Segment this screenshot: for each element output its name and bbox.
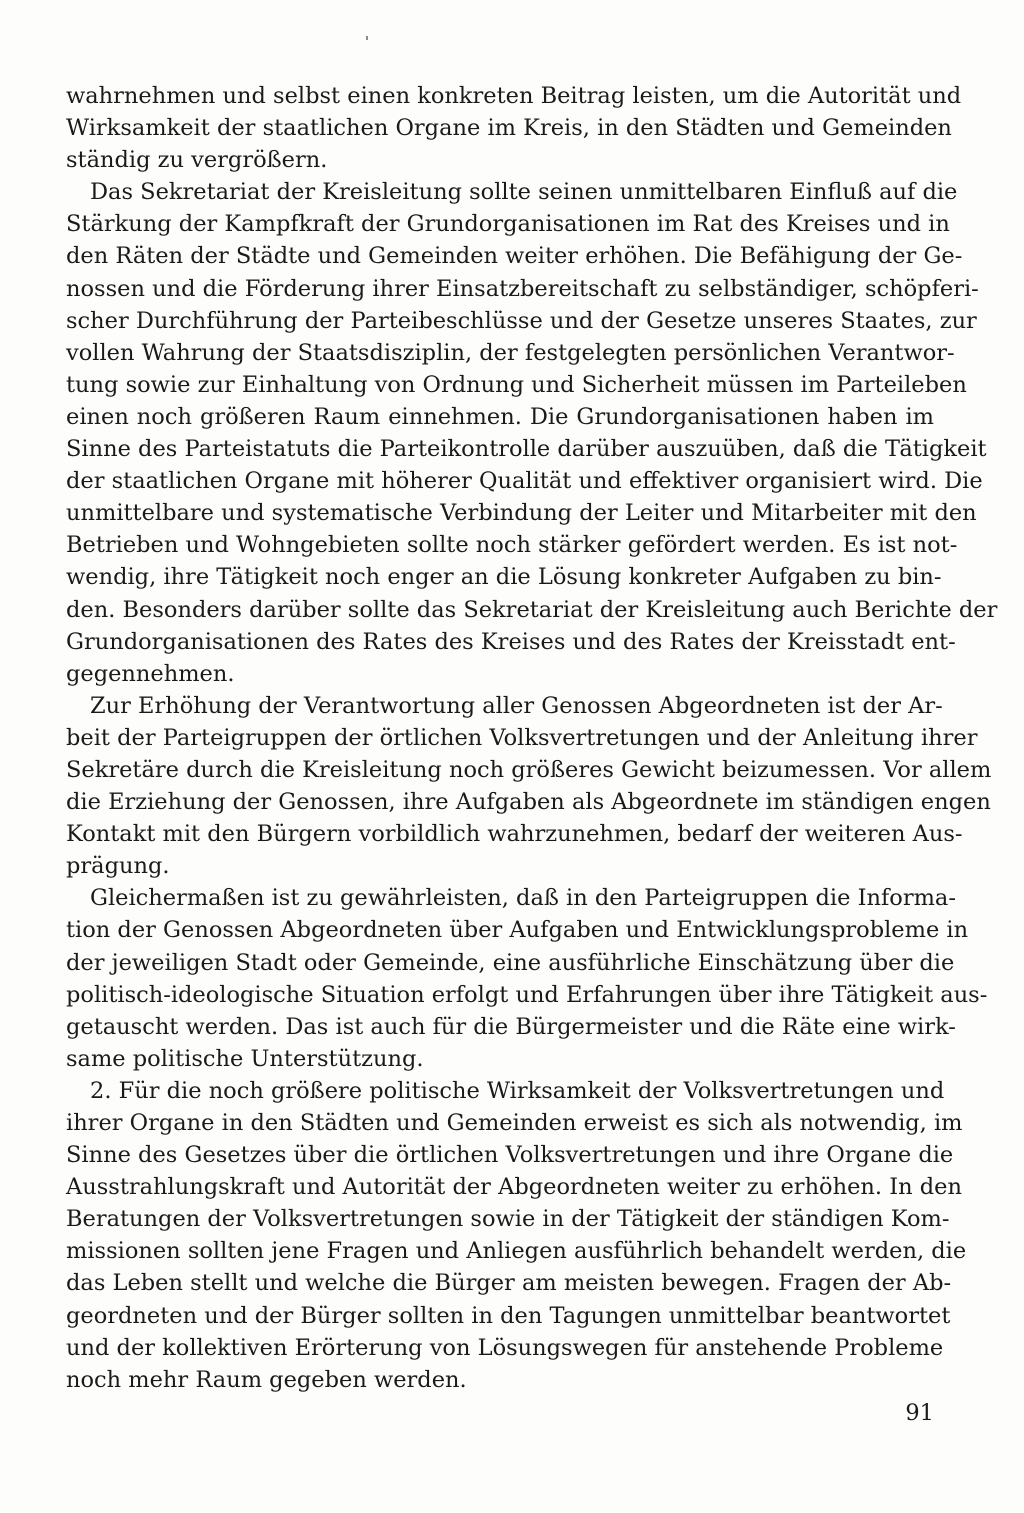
text-line: Kontakt mit den Bürgern vorbildlich wahrzunehmen, bedarf der weiteren Aus- [66,821,963,848]
text-line: Wirksamkeit der staatlichen Organe im Kreis, in den Städten und Gemeinden [66,115,952,142]
text-line: das Leben stellt und welche die Bürger am meisten bewegen. Fragen der Ab- [66,1270,952,1297]
text-line: Gleichermaßen ist zu gewährleisten, daß in den Parteigruppen die Informa- [90,885,956,912]
text-line: wendig, ihre Tätigkeit noch enger an die Lösung konkreter Aufgaben zu bin- [66,564,942,591]
text-line: Grundorganisationen des Rates des Kreises und des Rates der Kreisstadt ent- [66,628,956,655]
text-line: nossen und die Förderung ihrer Einsatzbereitschaft zu selbständiger, schöpferi- [66,275,979,302]
text-line: politisch-ideologische Situation erfolgt und Erfahrungen über ihre Tätigkeit aus- [66,981,988,1008]
page-number: 91 [905,1400,934,1426]
text-line: prägung. [66,853,170,880]
text-line: Stärkung der Kampfkraft der Grundorganisationen im Rat des Kreises und in [66,211,950,238]
text-line: die Erziehung der Genossen, ihre Aufgaben als Abgeordnete im ständigen engen [66,789,991,816]
paragraph [66,882,988,1075]
text-line: beit der Parteigruppen der örtlichen Volksvertretungen und der Anleitung ihrer [66,724,978,751]
text-line: missionen sollten jene Fragen und Anliegen ausführlich behandelt werden, die [66,1238,967,1265]
text-line: der staatlichen Organe mit höherer Qualität und effektiver organisiert wird. Die [66,468,983,495]
text-line: noch mehr Raum gegeben werden. [66,1366,467,1393]
text-line: wahrnehmen und selbst einen konkreten Beitrag leisten, um die Autorität und [66,83,962,109]
text-line: den. Besonders darüber sollte das Sekretariat der Kreisleitung auch Berichte der [66,596,998,623]
text-line: Ausstrahlungskraft und Autorität der Abgeordneten weiter zu erhöhen. In den [66,1174,962,1201]
text-line: einen noch größeren Raum einnehmen. Die Grundorganisationen haben im [66,403,934,430]
text-line: vollen Wahrung der Staatsdisziplin, der festgelegten persönlichen Verantwor- [66,339,955,366]
text-line: Beratungen der Volksvertretungen sowie in der Tätigkeit der ständigen Kom- [66,1206,950,1233]
text-line: getauscht werden. Das ist auch für die Bürgermeister und die Räte eine wirk- [66,1013,956,1040]
paragraph [66,1075,967,1396]
body-text [66,80,998,1396]
text-line: Sinne des Gesetzes über die örtlichen Volksvertretungen und ihre Organe die [66,1142,954,1169]
text-line: Das Sekretariat der Kreisleitung sollte seinen unmittelbaren Einfluß auf die [90,179,958,206]
text-line: 2. Für die noch größere politische Wirksamkeit der Volksvertretungen und [90,1077,945,1104]
text-line: unmittelbare und systematische Verbindung der Leiter und Mitarbeiter mit den [66,500,977,527]
text-line: und der kollektiven Erörterung von Lösungswegen für anstehende Probleme [66,1334,944,1361]
text-line: scher Durchführung der Parteibeschlüsse und der Gesetze unseres Staates, zur [66,307,977,334]
text-line: ihrer Organe in den Städten und Gemeinden erweist es sich als notwendig, im [66,1110,963,1136]
paragraph [66,176,998,690]
text-line: ständig zu vergrößern. [66,147,328,174]
text-line: tung sowie zur Einhaltung von Ordnung und Sicherheit müssen im Parteileben [66,371,967,398]
text-line: tion der Genossen Abgeordneten über Aufgaben und Entwicklungsprobleme in [66,917,969,944]
text-line: Sekretäre durch die Kreisleitung noch größeres Gewicht beizumessen. Vor allem [66,756,992,783]
text-line: der jeweiligen Stadt oder Gemeinde, eine ausführliche Einschätzung über die [66,949,955,976]
text-line: den Räten der Städte und Gemeinden weiter erhöhen. Die Befähigung der Ge- [66,243,963,270]
text-line: Zur Erhöhung der Verantwortung aller Genossen Abgeordneten ist der Ar- [90,692,943,719]
paragraph [66,80,962,176]
scan-speck [366,36,368,40]
text-line: gegennehmen. [66,660,235,687]
text-line: Betrieben und Wohngebieten sollte noch stärker gefördert werden. Es ist not- [66,532,958,559]
text-line: geordneten und der Bürger sollten in den Tagungen unmittelbar beantwortet [66,1302,951,1329]
text-line: Sinne des Parteistatuts die Parteikontrolle darüber auszuüben, daß die Tätigkeit [66,436,987,463]
text-line: same politische Unterstützung. [66,1045,424,1072]
paragraph [66,690,992,883]
